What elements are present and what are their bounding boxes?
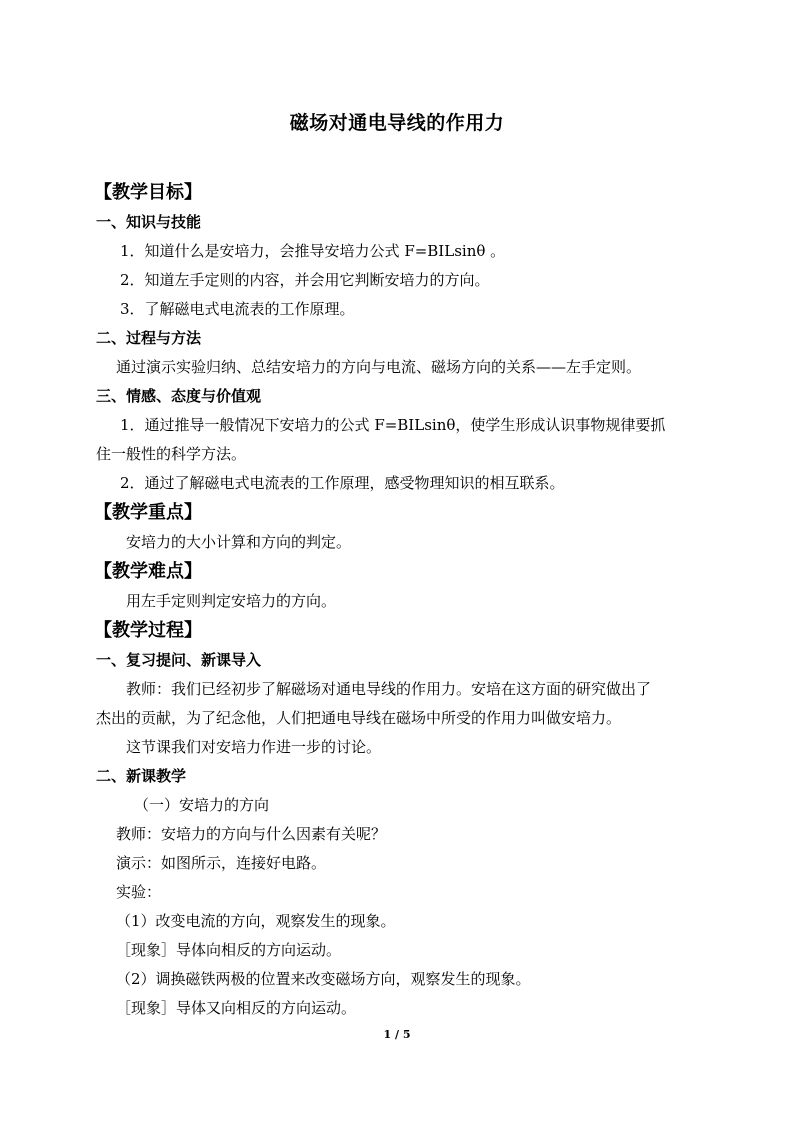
review-paragraph-line-1: 教师：我们已经初步了解磁场对通电导线的作用力。安培在这方面的研究做出了 — [126, 680, 652, 698]
document-title: 磁场对通电导线的作用力 — [289, 112, 505, 134]
review-intro-heading: 一、复习提问、新课导入 — [96, 651, 262, 669]
difficulties-heading: 【教学难点】 — [94, 561, 202, 582]
key-points-heading: 【教学重点】 — [94, 502, 202, 523]
experiment-step-2: （2）调换磁铁两极的位置来改变磁场方向，观察发生的现象。 — [116, 970, 531, 988]
experiment-label: 实验： — [116, 883, 162, 901]
document-body — [96, 178, 706, 1023]
experiment-step-1: （1）改变电流的方向，观察发生的现象。 — [116, 912, 396, 930]
knowledge-skills-heading: 一、知识与技能 — [96, 213, 202, 231]
teaching-goals-heading: 【教学目标】 — [94, 182, 202, 203]
process-method-text: 通过演示实验归纳、总结安培力的方向与电流、磁场方向的关系——左手定则。 — [116, 358, 642, 376]
teaching-process-heading: 【教学过程】 — [94, 620, 202, 641]
ampere-force-direction-subheading: （一）安培力的方向 — [134, 796, 270, 814]
attitude-item-1-line-1: 1．通过推导一般情况下安培力的公式 F=BILsinθ，使学生形成认识事物规律要抓 — [120, 416, 666, 434]
review-paragraph-line-2: 杰出的贡献，为了纪念他，人们把通电导线在磁场中所受的作用力叫做安培力。 — [96, 709, 622, 727]
goal-item-1: 1．知道什么是安培力，会推导安培力公式 F=BILsinθ 。 — [120, 242, 506, 260]
observation-1: ［现象］导体向相反的方向运动。 — [116, 941, 342, 959]
goal-item-3: 3．了解磁电式电流表的工作原理。 — [120, 300, 355, 318]
observation-2: ［现象］导体又向相反的方向运动。 — [116, 999, 357, 1017]
attitude-item-1-line-2: 住一般性的科学方法。 — [96, 445, 247, 463]
difficulties-text: 用左手定则判定安培力的方向。 — [126, 592, 337, 610]
demo-instruction: 演示：如图所示，连接好电路。 — [116, 854, 327, 872]
key-points-text: 安培力的大小计算和方向的判定。 — [126, 533, 352, 551]
teacher-question: 教师：安培力的方向与什么因素有关呢？ — [116, 825, 387, 843]
new-lesson-heading: 二、新课教学 — [96, 767, 187, 785]
page-number: 1 / 5 — [383, 1028, 411, 1041]
attitude-item-2: 2．通过了解磁电式电流表的工作原理，感受物理知识的相互联系。 — [120, 474, 565, 492]
goal-item-2: 2．知道左手定则的内容，并会用它判断安培力的方向。 — [120, 271, 490, 289]
attitude-values-heading: 三、情感、态度与价值观 — [96, 387, 262, 405]
process-method-heading: 二、过程与方法 — [96, 329, 202, 347]
review-paragraph-2: 这节课我们对安培力作进一步的讨论。 — [126, 738, 382, 756]
